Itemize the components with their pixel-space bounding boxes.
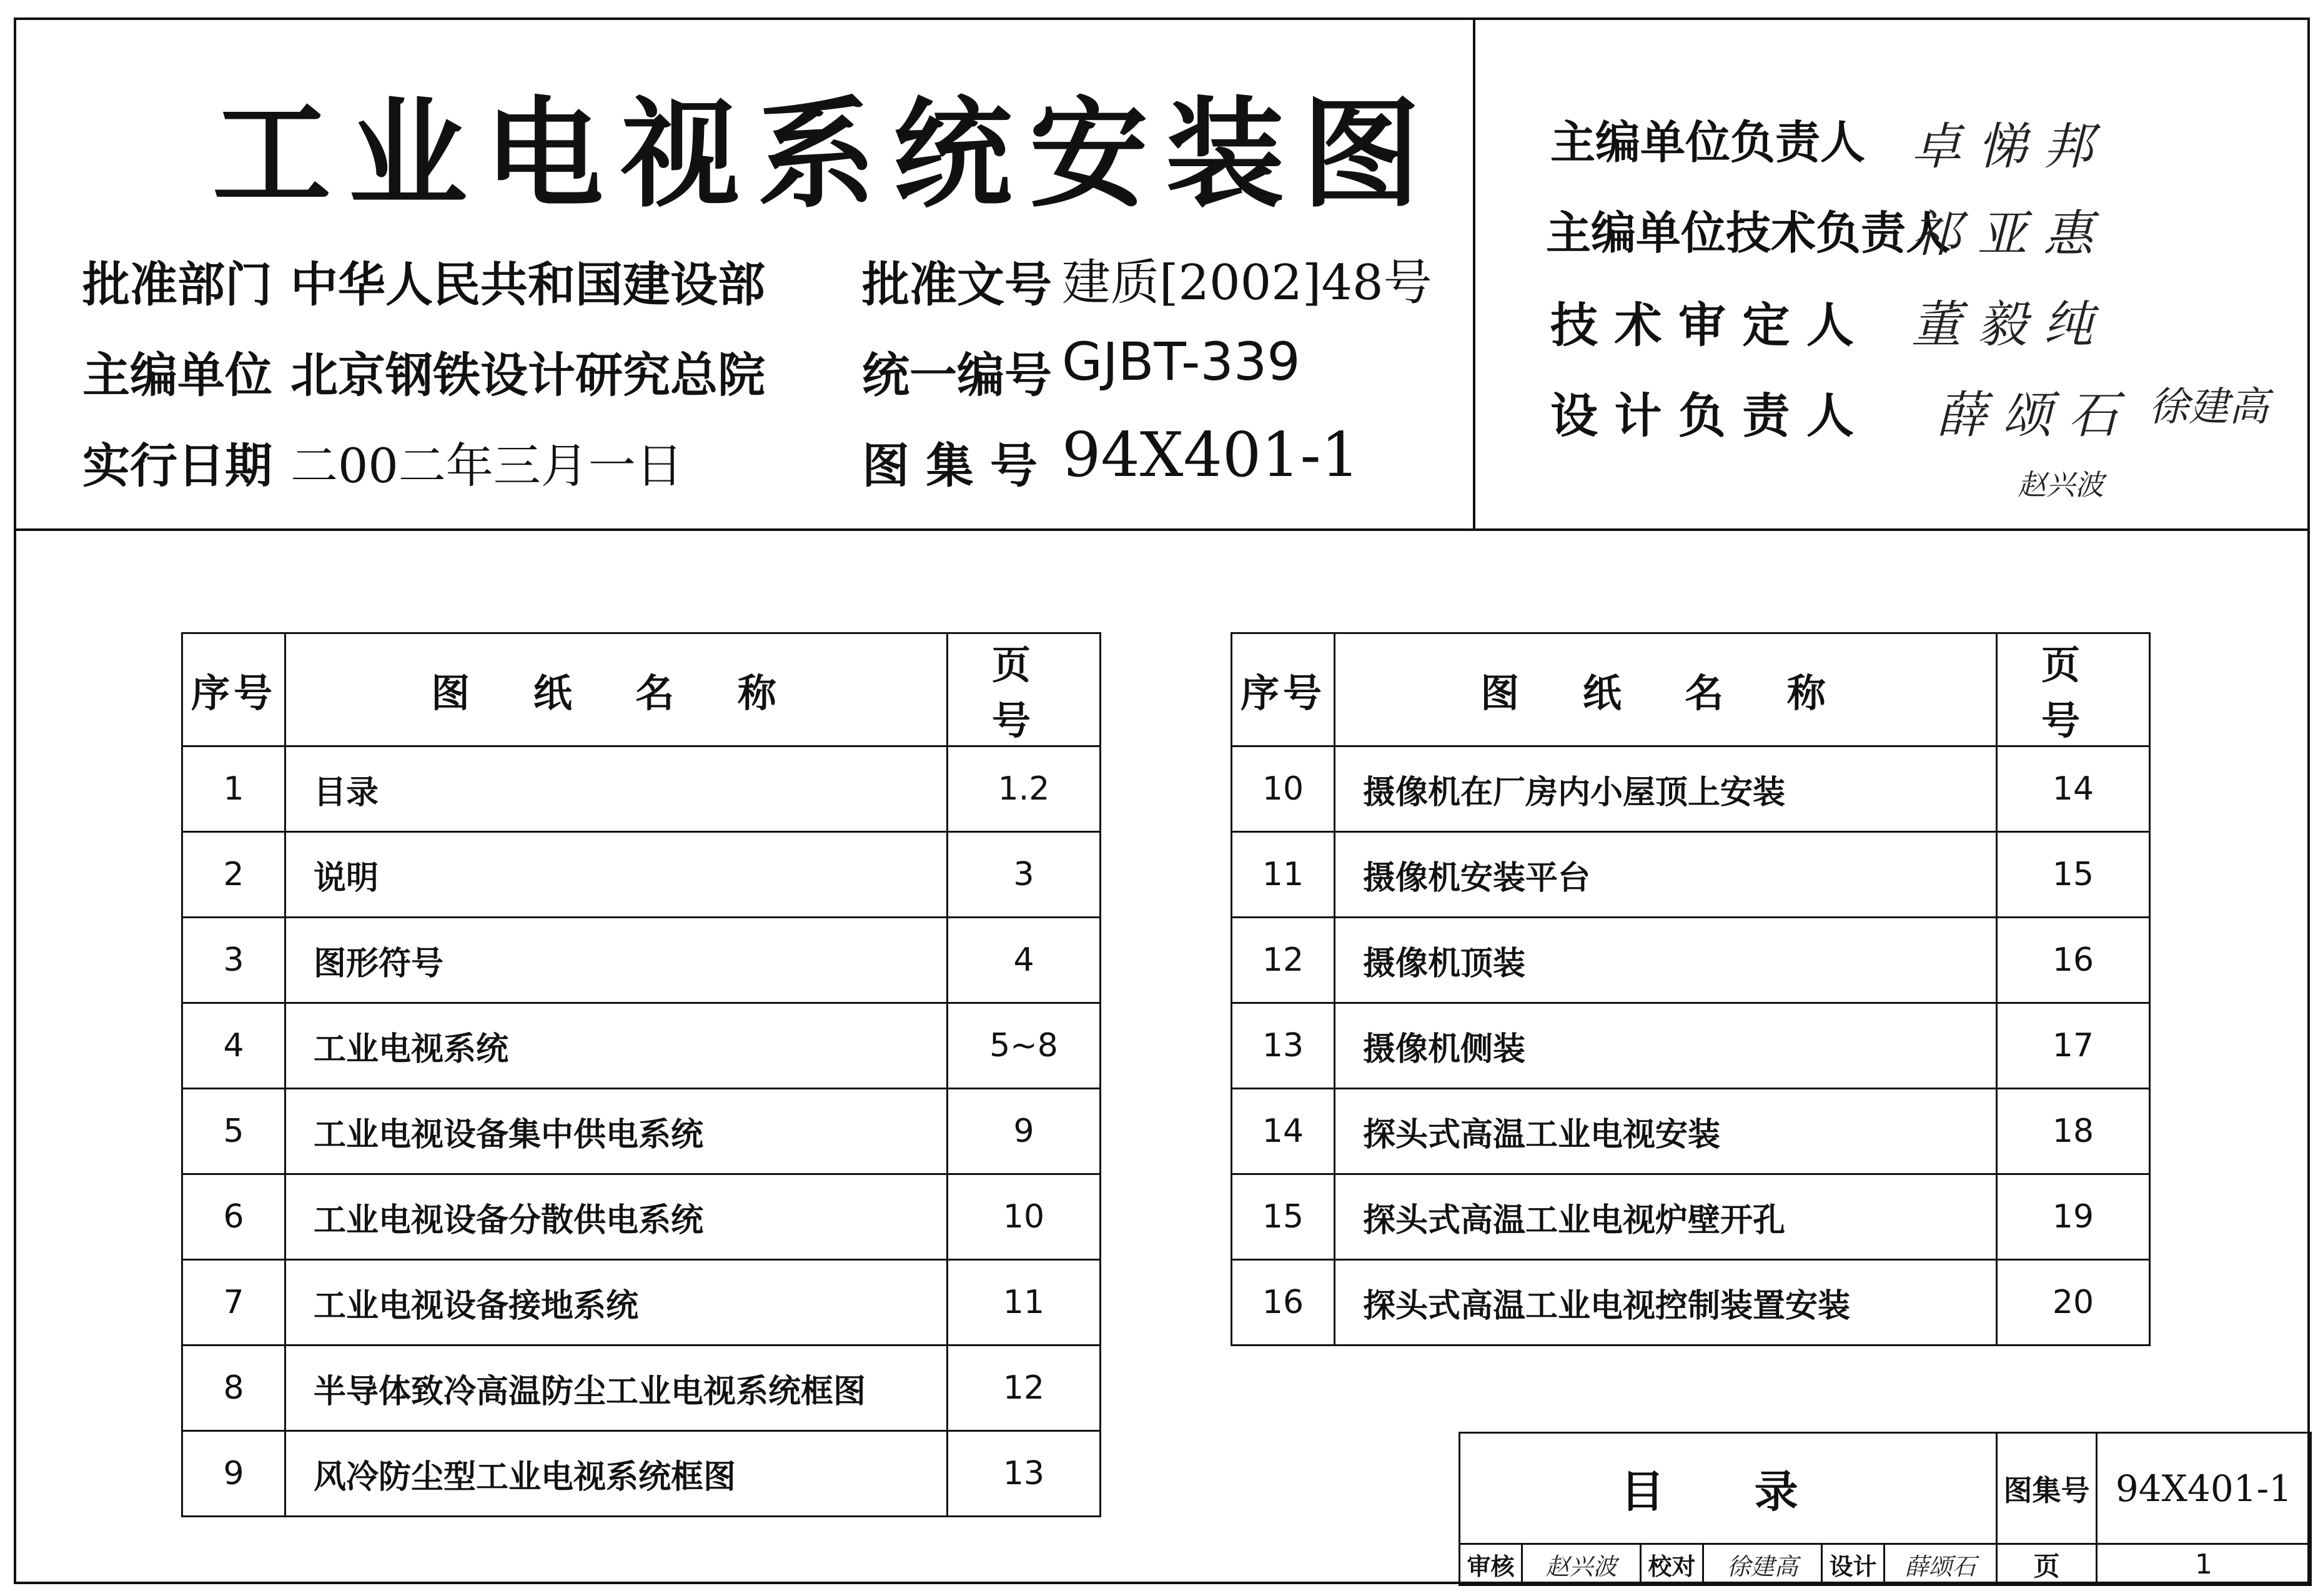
- table-header-row: [182, 633, 1101, 746]
- row-name: 图形符号: [285, 918, 948, 1003]
- row-no: 13: [1232, 1003, 1335, 1089]
- row-no: 6: [182, 1174, 285, 1260]
- editor-unit-label: 主编单位: [82, 347, 272, 403]
- row-name: 摄像机安装平台: [1335, 832, 1997, 918]
- row-no: 1: [182, 746, 285, 832]
- table-header-row: [1232, 633, 2150, 746]
- table-row: [182, 1431, 1101, 1517]
- title-block: [1459, 1432, 2312, 1586]
- atlas-value: 94X401-1: [2097, 1433, 2311, 1544]
- responsible-signature: 卓 悌 邦: [1911, 117, 2093, 176]
- responsible-signature: 董 毅 纯: [1911, 295, 2093, 354]
- row-name: 摄像机顶装: [1335, 918, 1997, 1003]
- row-name: 工业电视设备集中供电系统: [285, 1089, 948, 1174]
- row-no: 11: [1232, 832, 1335, 918]
- approve-dept-value: 中华人民共和国建设部: [290, 257, 765, 312]
- row-no: 10: [1232, 746, 1335, 832]
- approve-no-label: 批准文号: [862, 257, 1052, 312]
- table-row: [182, 918, 1101, 1003]
- responsible-signature: 薛 颂 石: [1936, 386, 2118, 444]
- row-name: 探头式高温工业电视安装: [1335, 1089, 1997, 1174]
- table-row: [182, 1346, 1101, 1431]
- page-title: 工业电视系统安装图: [212, 86, 1439, 224]
- row-page: 16: [1997, 918, 2150, 1003]
- row-no: 8: [182, 1346, 285, 1431]
- row-page: 11: [948, 1260, 1101, 1346]
- review-signature: 赵兴波: [1522, 1544, 1641, 1585]
- row-name: 说明: [285, 832, 948, 918]
- extra-signature: 赵兴波: [2018, 468, 2104, 502]
- row-page: 19: [1997, 1174, 2150, 1260]
- row-page: 17: [1997, 1003, 2150, 1089]
- row-name: 摄像机侧装: [1335, 1003, 1997, 1089]
- row-no: 9: [182, 1431, 285, 1517]
- check-signature: 徐建高: [1703, 1544, 1822, 1585]
- design-label: 设计: [1822, 1544, 1885, 1585]
- row-name: 探头式高温工业电视炉壁开孔: [1335, 1174, 1997, 1260]
- responsible-role: 设 计 负 责 人: [1550, 388, 1854, 444]
- table-row: [1232, 1174, 2150, 1260]
- row-name: 工业电视设备接地系统: [285, 1260, 948, 1346]
- row-page: 9: [948, 1089, 1101, 1174]
- row-page: 1.2: [948, 746, 1101, 832]
- row-name: 半导体致冷高温防尘工业电视系统框图: [285, 1346, 948, 1431]
- table-row: [1232, 918, 2150, 1003]
- row-page: 5~8: [948, 1003, 1101, 1089]
- row-no: 5: [182, 1089, 285, 1174]
- responsible-role: 主编单位负责人: [1550, 116, 1866, 169]
- row-no: 14: [1232, 1089, 1335, 1174]
- approve-dept-label: 批准部门: [82, 257, 272, 312]
- table-row: [1232, 832, 2150, 918]
- table-row: [1232, 1089, 2150, 1174]
- col-header-page: 页 号: [1997, 633, 2150, 746]
- row-name: 工业电视设备分散供电系统: [285, 1174, 948, 1260]
- atlas-no-label: 图 集 号: [862, 438, 1038, 493]
- responsible-role: 主编单位技术负责人: [1546, 207, 1951, 259]
- table-row: [182, 746, 1101, 832]
- table-row: [182, 1260, 1101, 1346]
- row-name: 工业电视系统: [285, 1003, 948, 1089]
- row-page: 3: [948, 832, 1101, 918]
- row-no: 16: [1232, 1260, 1335, 1346]
- responsible-role: 技 术 审 定 人: [1550, 297, 1854, 353]
- col-header-name: 图 纸 名 称: [285, 633, 948, 746]
- table-row: [1232, 1260, 2150, 1346]
- table-row: [182, 1003, 1101, 1089]
- row-no: 12: [1232, 918, 1335, 1003]
- row-no: 2: [182, 832, 285, 918]
- header-right-box: [1473, 17, 2310, 531]
- unified-no-label: 统一编号: [862, 347, 1052, 403]
- row-no: 15: [1232, 1174, 1335, 1260]
- design-signature: 薛颂石: [1885, 1544, 1997, 1585]
- row-page: 18: [1997, 1089, 2150, 1174]
- row-page: 4: [948, 918, 1101, 1003]
- row-no: 3: [182, 918, 285, 1003]
- check-label: 校对: [1641, 1544, 1703, 1585]
- row-no: 7: [182, 1260, 285, 1346]
- row-name: 摄像机在厂房内小屋顶上安装: [1335, 746, 1997, 832]
- col-header-page: 页 号: [948, 633, 1101, 746]
- responsible-signature: 祁 亚 惠: [1911, 205, 2093, 263]
- row-page: 14: [1997, 746, 2150, 832]
- page-value: 1: [2097, 1544, 2311, 1585]
- row-page: 10: [948, 1174, 1101, 1260]
- review-label: 审核: [1460, 1544, 1522, 1585]
- row-page: 15: [1997, 832, 2150, 918]
- date-label: 实行日期: [82, 438, 272, 493]
- row-page: 13: [948, 1431, 1101, 1517]
- col-header-no: 序号: [182, 633, 285, 746]
- row-no: 4: [182, 1003, 285, 1089]
- col-header-no: 序号: [1232, 633, 1335, 746]
- row-name: 探头式高温工业电视控制装置安装: [1335, 1260, 1997, 1346]
- col-header-name: 图 纸 名 称: [1335, 633, 1997, 746]
- atlas-label: 图集号: [1997, 1433, 2097, 1544]
- date-value: 二00二年三月一日: [290, 438, 683, 493]
- index-table-left: [181, 632, 1101, 1517]
- sheet-title: 目 录: [1460, 1433, 1997, 1544]
- row-name: 风冷防尘型工业电视系统框图: [285, 1431, 948, 1517]
- approve-no-value: 建质[2002]48号: [1062, 255, 1432, 311]
- row-page: 20: [1997, 1260, 2150, 1346]
- table-row: [182, 832, 1101, 918]
- extra-signature: 徐建高: [2149, 384, 2269, 430]
- index-table-right: [1231, 632, 2151, 1346]
- page-label: 页: [1997, 1544, 2097, 1585]
- unified-no-value: GJBT-339: [1062, 331, 1300, 392]
- table-row: [182, 1174, 1101, 1260]
- row-page: 12: [948, 1346, 1101, 1431]
- table-row: [1232, 1003, 2150, 1089]
- table-row: [182, 1089, 1101, 1174]
- atlas-no-value: 94X401-1: [1062, 420, 1360, 491]
- row-name: 目录: [285, 746, 948, 832]
- editor-unit-value: 北京钢铁设计研究总院: [290, 347, 765, 403]
- table-row: [1232, 746, 2150, 832]
